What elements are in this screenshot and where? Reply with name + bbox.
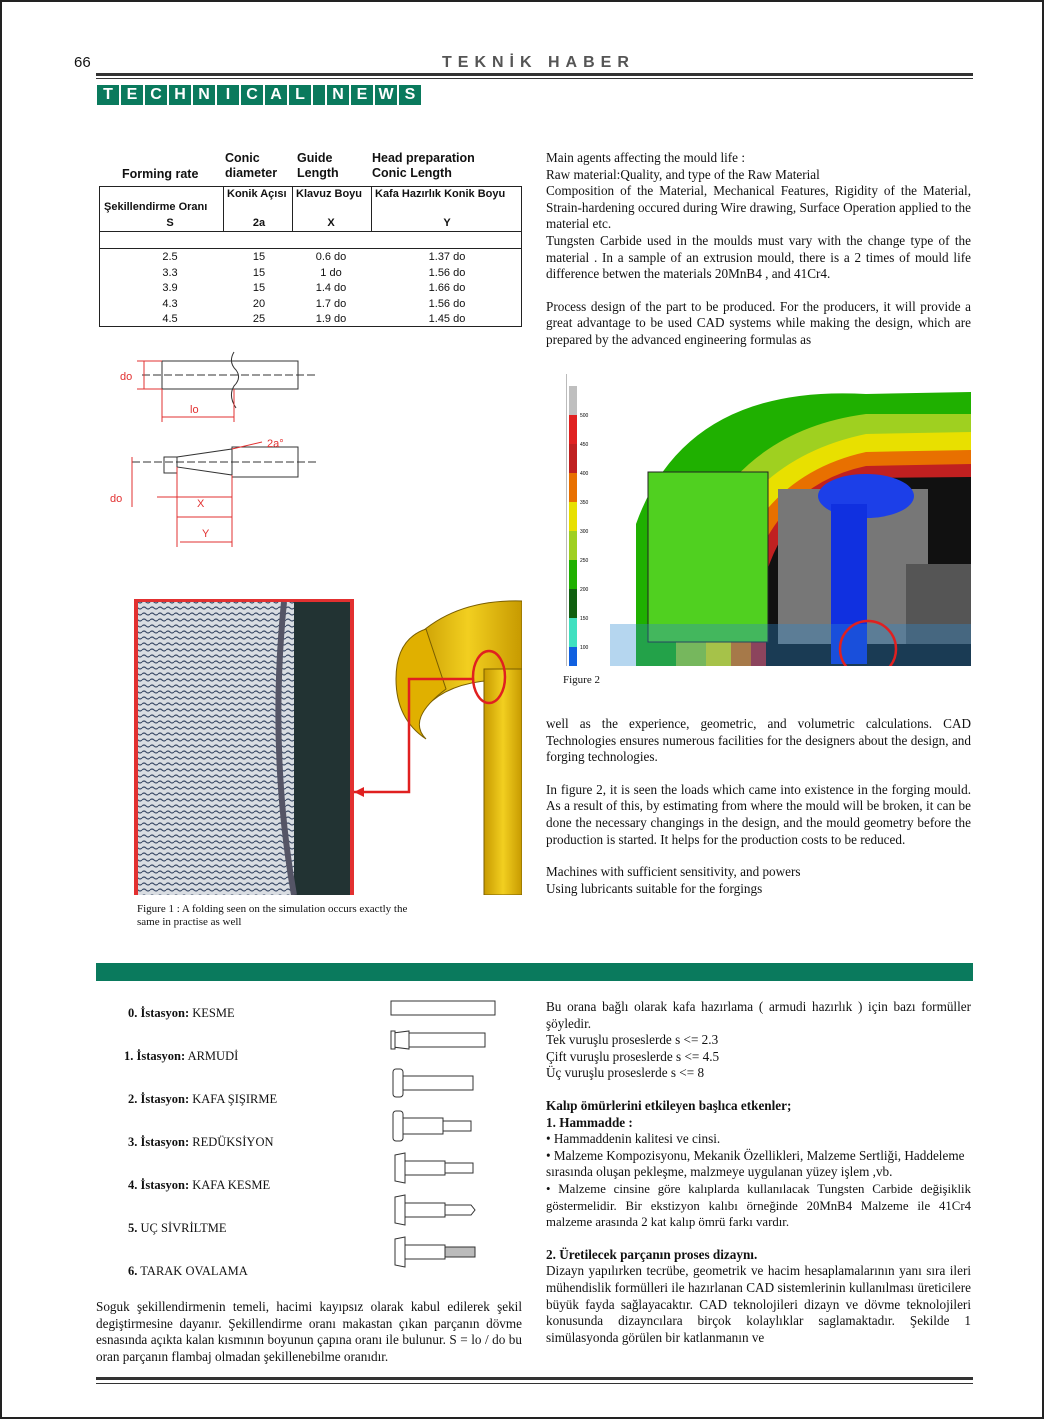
figure1-image	[134, 599, 522, 895]
left-bottom-paragraph: Soguk şekillendirmenin temeli, hacimi kayıpsız olarak kabul edilerek şekil degiştirmesine dayanır. Şekillendirme oranı makastan çıkan parçanın dövme esnasında açıkta kalan kısmının boyunun çapına oranı ile bulunur. S = lo / do bu oran parçanın flambaj olmadan şekillenebilme oranıdır.	[96, 1299, 522, 1364]
station-item	[128, 1178, 270, 1193]
stations-shapes	[387, 997, 499, 1283]
station-name: TARAK OVALAMA	[140, 1264, 248, 1278]
tr-guide: Klavuz Boyu	[296, 188, 363, 200]
table-cell: 4.5	[162, 313, 178, 325]
sym-s: S	[166, 217, 174, 229]
table-row	[100, 282, 521, 297]
tr-rate: Şekillendirme Oranı	[104, 201, 208, 213]
subheading: 1. Hammadde :	[546, 1114, 633, 1130]
subheading: Kalıp ömürlerini etkileyen başlıca etkenler;	[546, 1097, 792, 1113]
scale-label: 450	[580, 442, 589, 448]
table-cell: 1.9 do	[315, 313, 347, 325]
label-angle: 2a°	[267, 438, 284, 450]
scale-label: 500	[580, 413, 589, 419]
page-number: 66	[74, 54, 91, 71]
station-number: 5.	[128, 1221, 138, 1235]
label-y: Y	[202, 528, 210, 540]
scale-swatch	[569, 502, 577, 531]
scale-swatch	[569, 560, 577, 589]
table-cell: 1 do	[320, 266, 342, 279]
footer-rule-thin	[96, 1383, 973, 1384]
station-number: 3. İstasyon:	[128, 1135, 190, 1149]
scale-label: 100	[580, 645, 589, 651]
right-text-block-1	[546, 150, 971, 349]
banner-letter: H	[168, 84, 192, 106]
banner-letter: W	[374, 84, 398, 106]
symbol-row	[100, 217, 521, 232]
scale-swatch	[569, 473, 577, 502]
table-cell: 20	[252, 297, 266, 310]
table-cell: 1.56 do	[428, 266, 466, 279]
table-cell: 3.3	[162, 266, 178, 279]
figure2-image	[566, 374, 971, 666]
station-name: ARMUDİ	[187, 1049, 239, 1063]
table-row	[100, 251, 521, 266]
text-line: Raw material:Quality, and type of the Raw Material	[546, 166, 820, 182]
table-cell: 15	[252, 266, 266, 279]
scale-label: 400	[580, 471, 589, 477]
dimension-diagram	[102, 347, 332, 547]
scale-label: 300	[580, 529, 589, 535]
table-cell: 0.6 do	[315, 251, 347, 263]
text-paragraph: • Malzeme cinsine göre kalıplarda kullanılacak Tungsten Carbide değişiklik göstermelidir. Bir ekstizyon kalıbı örneğinde 20MnB4 Malzeme ile 41Cr4 malzeme arasında 2 kat kalıp ömrü farkı vardır.	[546, 1181, 971, 1230]
scale-swatch	[569, 531, 577, 560]
scale-swatch	[569, 589, 577, 618]
text-line: Main agents affecting the mould life :	[546, 150, 745, 165]
figure1-caption: Figure 1 : A folding seen on the simulation occurs exactly the same in practise as well	[137, 903, 408, 928]
station-name: REDÜKSİYON	[192, 1135, 274, 1149]
station-item	[128, 1135, 274, 1150]
station-item	[128, 1264, 248, 1279]
table-cell: 1.66 do	[428, 282, 466, 294]
sym-x: X	[327, 217, 335, 229]
header-forming-rate: Forming rate	[122, 167, 199, 181]
table-cell: 25	[252, 313, 266, 325]
scale-swatch	[569, 647, 577, 666]
text-paragraph: Dizayn yapılırken tecrübe, geometrik ve hacim hesaplamalarının yanı sıra ileri mühendislik formülleri ile hazırlanan CAD sistemlerinin kullanılması üreticilere büyük fayda sağlayacaktır. CAD teknolojileri dizayn ve dövme teknolojileri konusunda dizayncılara birçok kolaylıklar saglamaktadır. Şekilde 1 simülasyonda görülen bir katlanmanın ve	[546, 1263, 971, 1345]
header-rule-thin	[96, 78, 973, 79]
running-title: TEKNİK HABER	[442, 54, 635, 71]
banner-letter: I	[216, 84, 240, 106]
text-line: Composition of the Material, Mechanical Features, Rigidity of the Material, Strain-hardening occured during Wire drawing, Surface Operation applied to the material etc.	[546, 183, 971, 232]
table-cell: 4.3	[162, 297, 178, 310]
banner-letter: S	[398, 84, 422, 106]
scale-swatch	[569, 386, 577, 415]
text-line: Using lubricants suitable for the forgings	[546, 880, 763, 896]
header-rule	[96, 73, 973, 76]
scale-label: 150	[580, 616, 589, 622]
rule-line: Tek vuruşlu proseslerde s <= 2.3	[546, 1032, 719, 1048]
station-item	[124, 1049, 238, 1064]
banner-gap	[312, 84, 326, 106]
technical-news-banner	[96, 84, 422, 106]
station-number: 2. İstasyon:	[128, 1092, 190, 1106]
scale-swatch	[569, 618, 577, 647]
tr-conic: Konik Açısı	[227, 188, 287, 200]
table-cell: 15	[252, 282, 266, 294]
rule-line: Çift vuruşlu proseslerde s <= 4.5	[546, 1048, 720, 1064]
sym-y: Y	[443, 217, 451, 229]
station-number: 0. İstasyon:	[128, 1006, 190, 1020]
scale-label: 200	[580, 587, 589, 593]
station-number: 4. İstasyon:	[128, 1178, 190, 1192]
station-name: UÇ SİVRİLTME	[140, 1221, 227, 1235]
station-name: KAFA KESME	[192, 1178, 271, 1192]
table-row	[100, 298, 521, 313]
scale-label: 250	[580, 558, 589, 564]
banner-letter: N	[326, 84, 350, 106]
table-cell: 1.37 do	[428, 251, 466, 263]
header-head-prep: Head preparation Conic Length	[372, 151, 475, 180]
table-row	[100, 313, 521, 328]
banner-letter: E	[120, 84, 144, 106]
label-lo: lo	[190, 404, 199, 416]
banner-letter: C	[144, 84, 168, 106]
table-cell: 1.4 do	[315, 282, 347, 294]
label-do-bottom: do	[110, 493, 123, 505]
text-paragraph: In figure 2, it is seen the loads which came into existence in the forging mould. As a result of this, by estimating from where the mould will be broken, it can be done the necessary changings in the design, and the mould geometry before the production is started. It helps for the production costs to be reduced.	[546, 781, 971, 847]
table-cell: 1.56 do	[428, 297, 466, 310]
station-name: KESME	[192, 1006, 235, 1020]
table-cell: 1.7 do	[315, 297, 347, 310]
banner-letter: E	[350, 84, 374, 106]
label-do-top: do	[120, 371, 133, 383]
right-text-block-2	[546, 716, 971, 897]
text-paragraph: well as the experience, geometric, and volumetric calculations. CAD Technologies ensures numerous facilities for the designers about the design, and forging technologies.	[546, 716, 971, 765]
banner-letter: L	[288, 84, 312, 106]
header-guide-length: Guide Length	[297, 151, 339, 180]
table-cell: 15	[252, 251, 266, 263]
text-paragraph: Process design of the part to be produced. For the producers, it will provide a great advantage to be used CAD systems while making the design, which are prepared by the advanced engineering formulas as	[546, 298, 971, 347]
station-item	[128, 1092, 277, 1107]
text-line: Machines with sufficient sensitivity, and powers	[546, 864, 801, 880]
rule-line: Üç vuruşlu proseslerde s <= 8	[546, 1065, 705, 1081]
sym-a: 2a	[252, 217, 266, 229]
banner-letter: T	[96, 84, 120, 106]
forming-table	[99, 186, 522, 327]
station-name: KAFA ŞIŞIRME	[192, 1092, 278, 1106]
scale-swatch	[569, 444, 577, 473]
banner-letter: C	[240, 84, 264, 106]
figure2-caption: Figure 2	[563, 674, 600, 686]
text-line: • Malzeme Kompozisyonu, Mekanik Özellikleri, Malzeme Sertliği, Haddeleme	[546, 1147, 965, 1163]
text-line: • Hammaddenin kalitesi ve cinsi.	[546, 1131, 721, 1147]
station-item	[128, 1006, 235, 1021]
table-cell: 2.5	[162, 251, 178, 263]
text-paragraph: Bu orana bağlı olarak kafa hazırlama ( armudi hazırlık ) için bazı formüller şöyledir.	[546, 999, 971, 1031]
text-line: sırasında oluşan pekleşme, malzmeye uygulanan yüzey işlem ,vb.	[546, 1164, 893, 1180]
subheading: 2. Üretilecek parçanın proses dizaynı.	[546, 1246, 758, 1262]
footer-rule	[96, 1377, 973, 1380]
station-number: 6.	[128, 1264, 138, 1278]
scale-swatch	[569, 415, 577, 444]
banner-letter: N	[192, 84, 216, 106]
header-conic-diameter: Conic diameter	[225, 151, 278, 180]
tr-head: Kafa Hazırlık Konik Boyu	[375, 188, 506, 200]
label-x: X	[197, 498, 205, 510]
table-cell: 1.45 do	[428, 313, 466, 325]
text-line: Tungsten Carbide used in the moulds must vary with the change type of the material . In a sample of an extrusion mould, there is a 2 times of mould life difference betwen the materials 20MnB4 , and 41Cr4.	[546, 232, 971, 282]
station-item	[128, 1221, 227, 1236]
banner-letter: A	[264, 84, 288, 106]
right-bottom-block	[546, 999, 971, 1346]
scale-label: 350	[580, 500, 589, 506]
section-divider-bar	[96, 963, 973, 981]
table-row	[100, 267, 521, 282]
table-cell: 3.9	[162, 282, 178, 294]
station-number: 1. İstasyon:	[124, 1049, 186, 1063]
